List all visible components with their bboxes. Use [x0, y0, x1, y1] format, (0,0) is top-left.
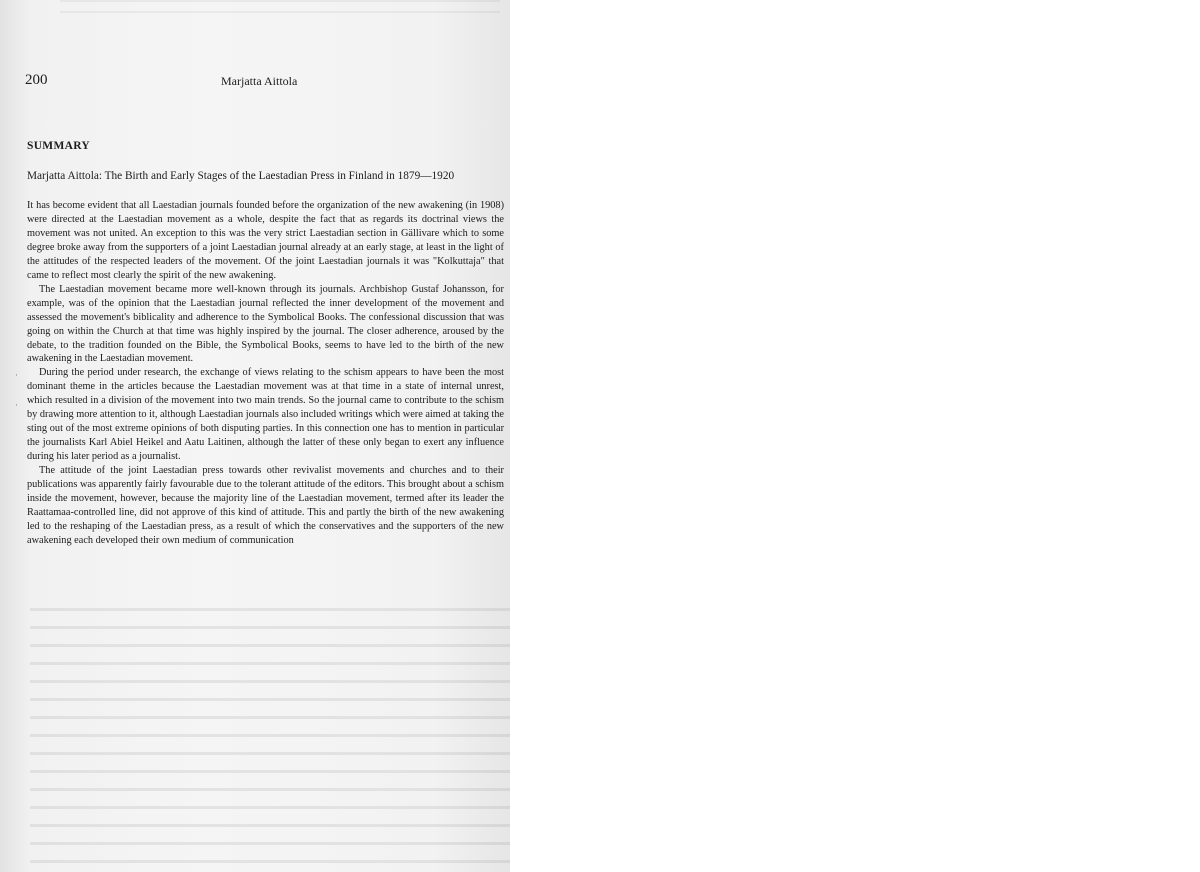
- summary-heading: SUMMARY: [27, 140, 91, 152]
- paragraph: It has become evident that all Laestadian journals founded before the organization of the new awakening (in 1908) were directed at the Laestadian movement as a whole, despite the fact that as regards its doctrinal views the movement was not united. An exception to this was the very strict Laestadian section in Gällivare which to some degree broke away from the supporters of a joint Laestadian journal already at an early stage, at least in the light of the attitudes of the respected leaders of the movement. Of the joint Laestadian journals it was "Kolkuttaja" that came to reflect most clearly the spirit of the new awakening.: [27, 200, 504, 281]
- show-through-bottom: [30, 600, 510, 872]
- margin-specks: · ·: [15, 370, 18, 410]
- paragraph: The Laestadian movement became more well-known through its journals. Archbishop Gustaf Johansson, for example, was of the opinion that the Laestadian journal reflected the inner development of the movement and assessed the movement's biblicality and adherence to the Symbolical Books. The confessional discussion that was going on within the Church at that time was highly inspired by the journal. The closer adherence, aroused by the debate, to the tradition founded on the Bible, the Symbolical Books, seems to have led to the birth of the new awakening in the Laestadian movement.: [27, 283, 504, 365]
- page-number: 200: [25, 72, 48, 88]
- paragraph: During the period under research, the exchange of views relating to the schism appears to have been the most dominant theme in the articles because the Laestadian movement was at that time in a state of internal unrest, which resulted in a division of the movement into two main trends. So the journal came to contribute to the schism by drawing more attention to it, although Laestadian journals also included writings which were aimed at taking the sting out of the most extreme opinions of both disputing parties. In this connection one has to mention in particular the journalists Karl Abiel Heikel and Aatu Laitinen, although the latter of these only began to exert any influence during his later period as a journalist.: [27, 367, 504, 463]
- running-head: Marjatta Aittola: [221, 74, 298, 88]
- summary-body: [27, 199, 504, 548]
- paragraph: The attitude of the joint Laestadian press towards other revivalist movements and churches and to their publications was apparently fairly favourable due to the tolerant attitude of the editors. This brought about a schism inside the movement, however, because the majority line of the Laestadian movement, termed after its leader the Raattamaa-controlled line, did not approve of this kind of attitude. This and partly the birth of the new awakening led to the reshaping of the Laestadian press, as a result of which the conservatives and the supporters of the new awakening each developed their own medium of communication: [27, 465, 504, 546]
- show-through-top: [60, 0, 500, 22]
- scanned-page: [0, 0, 510, 872]
- article-title: Marjatta Aittola: The Birth and Early Stages of the Laestadian Press in Finland in 1879—1920: [27, 170, 455, 182]
